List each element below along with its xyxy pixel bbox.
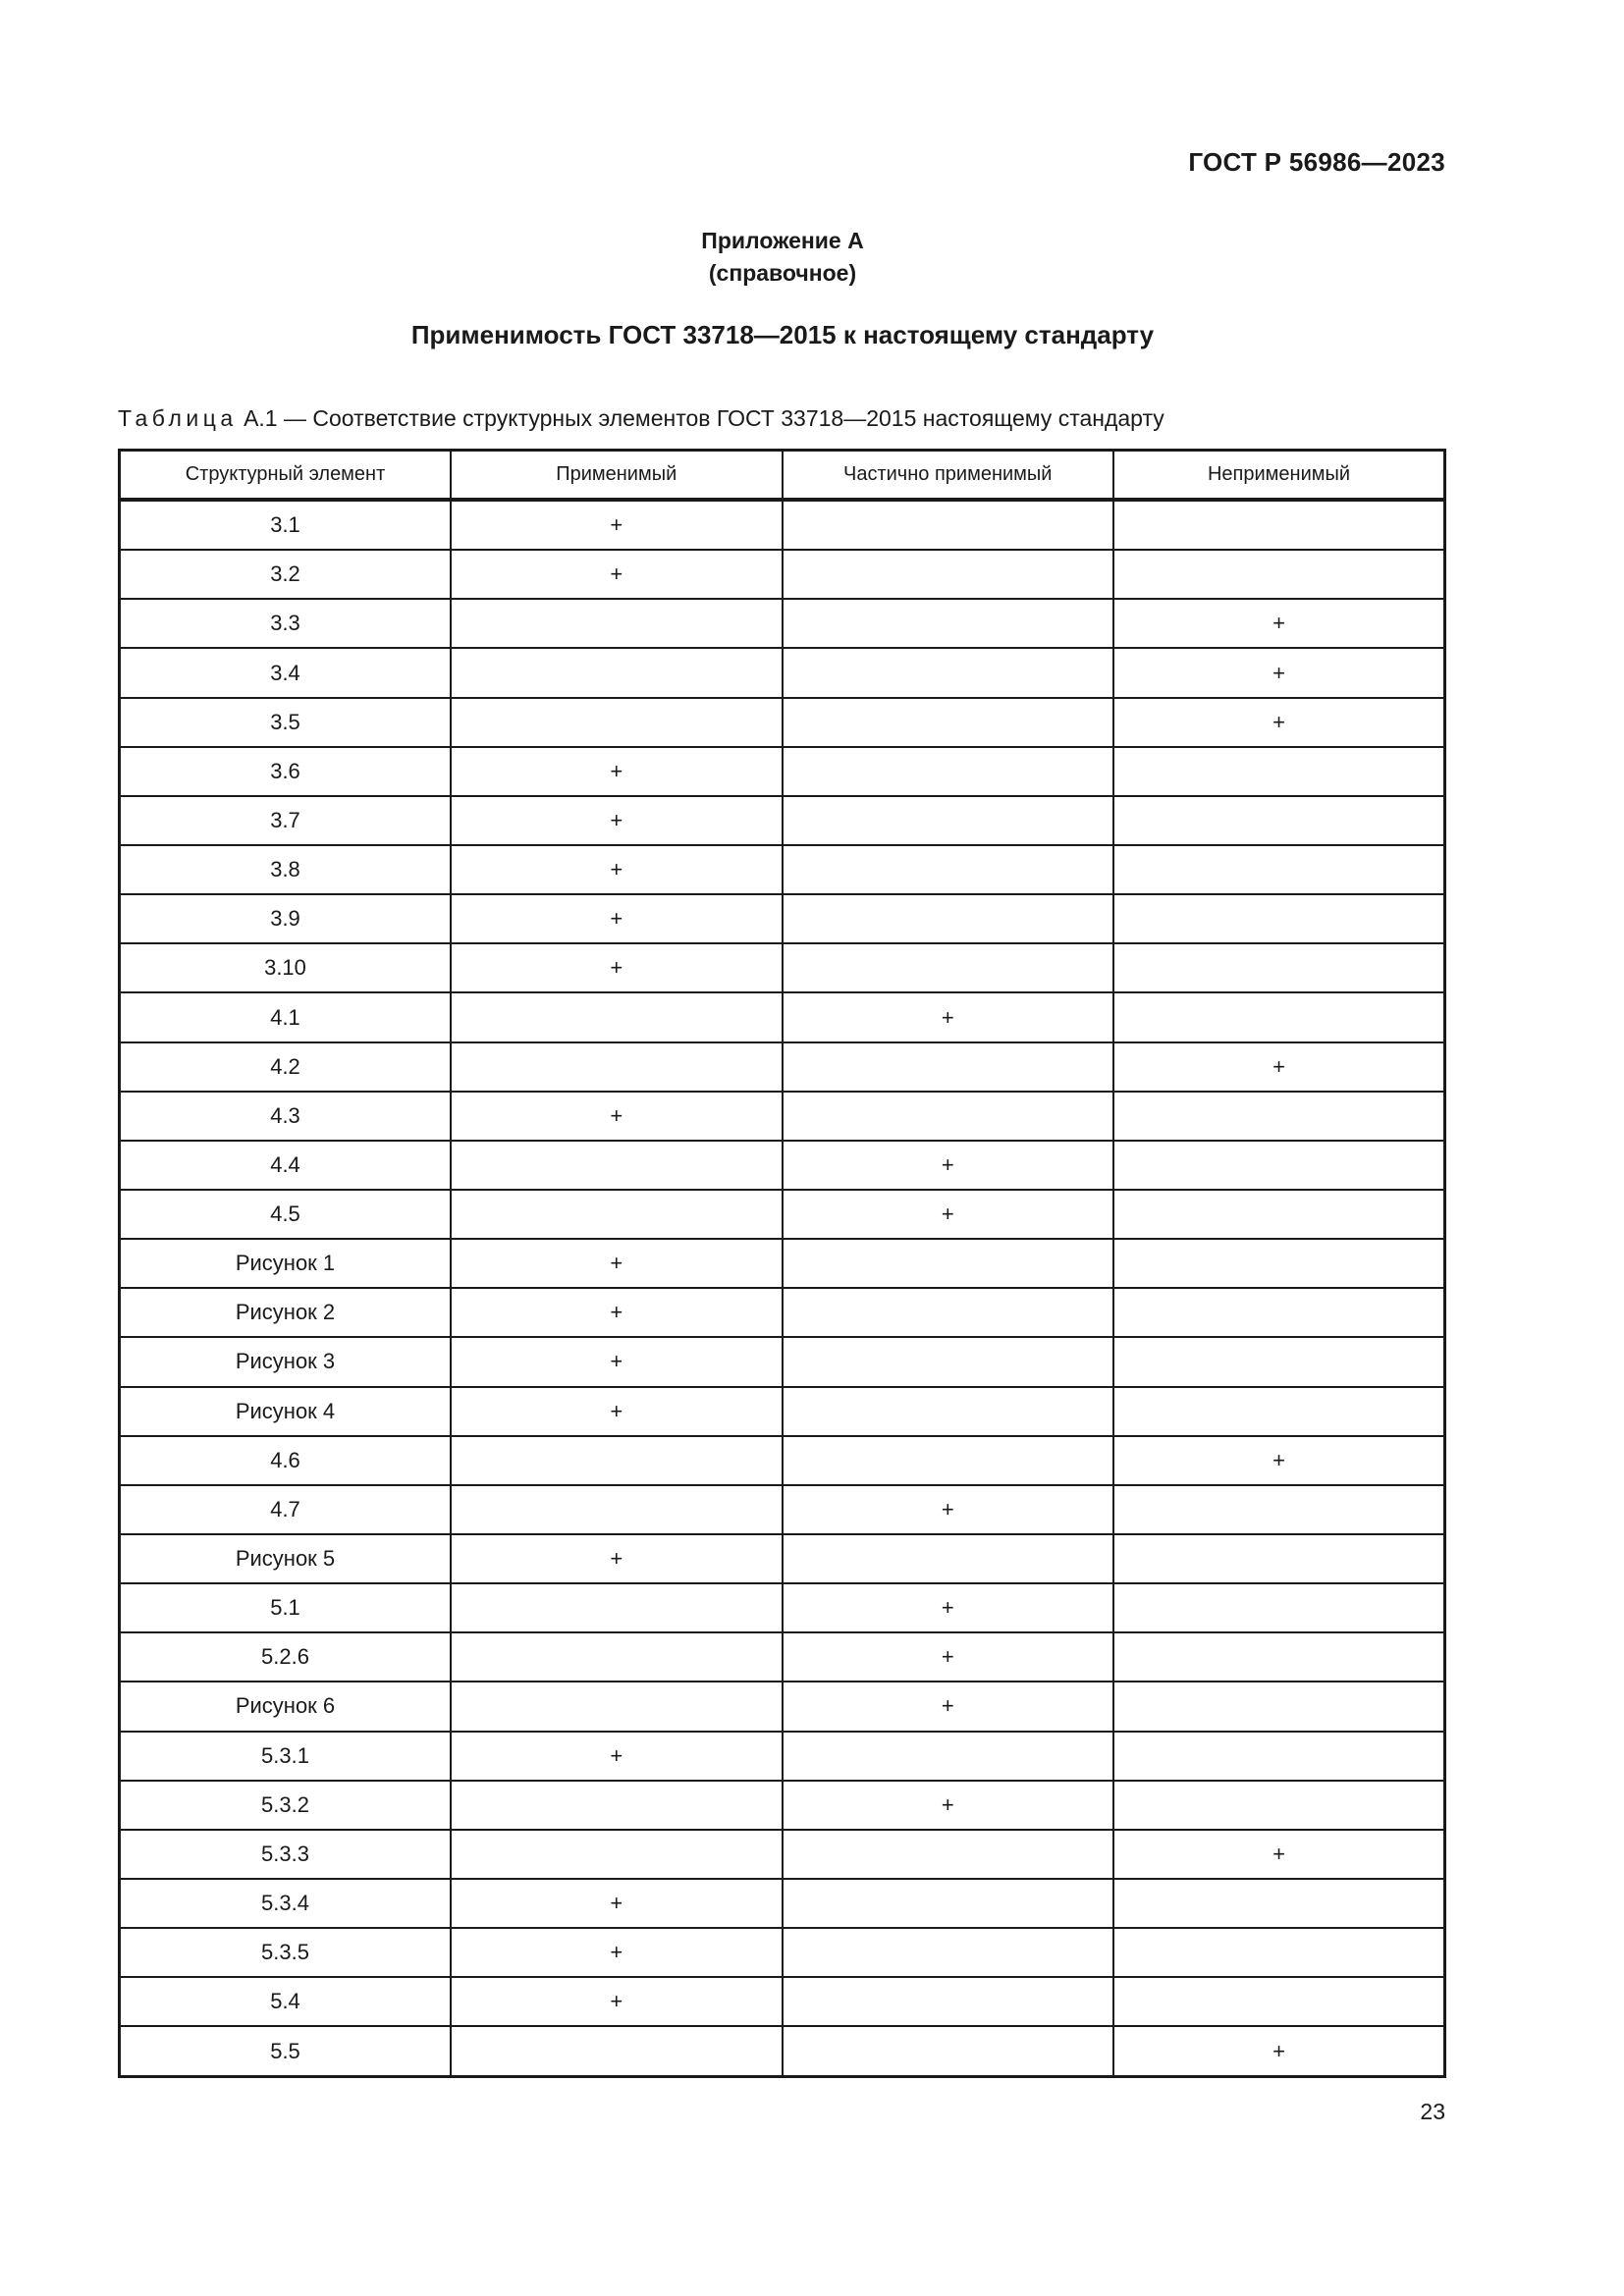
column-header: Частично применимый — [783, 451, 1114, 501]
table-cell: 5.5 — [120, 2026, 452, 2076]
table-row — [120, 599, 1445, 648]
table-cell: + — [451, 1239, 783, 1288]
table-cell — [783, 1830, 1114, 1879]
table-row — [120, 550, 1445, 599]
table-row — [120, 1190, 1445, 1239]
table-cell — [783, 500, 1114, 550]
table-caption-lead: Таблица — [118, 405, 238, 431]
table-row — [120, 1485, 1445, 1534]
table-cell — [1113, 845, 1445, 894]
table-cell: + — [783, 1583, 1114, 1632]
table-cell — [1113, 1879, 1445, 1928]
appendix-heading — [0, 225, 1565, 290]
table-cell — [1113, 1781, 1445, 1830]
table-header-row — [120, 451, 1445, 501]
table-cell — [783, 1092, 1114, 1141]
table-cell: 3.7 — [120, 796, 452, 845]
table-cell — [1113, 1485, 1445, 1534]
table-cell: + — [1113, 1436, 1445, 1485]
table-cell: 3.6 — [120, 747, 452, 796]
section-title: Применимость ГОСТ 33718—2015 к настоящему стандарту — [410, 320, 1155, 349]
table-cell: 3.4 — [120, 648, 452, 697]
table-cell — [1113, 747, 1445, 796]
table-cell — [451, 1141, 783, 1190]
table-row — [120, 1682, 1445, 1731]
table-cell — [783, 1288, 1114, 1337]
table-cell — [783, 550, 1114, 599]
table-cell — [1113, 1288, 1445, 1337]
table-cell: 3.10 — [120, 943, 452, 992]
table-cell — [451, 648, 783, 697]
table-cell — [783, 1732, 1114, 1781]
column-header: Структурный элемент — [120, 451, 452, 501]
table-cell — [451, 1830, 783, 1879]
table-cell — [1113, 992, 1445, 1041]
table-cell: + — [451, 1337, 783, 1386]
table-cell: Рисунок 2 — [120, 1288, 452, 1337]
table-cell — [783, 2026, 1114, 2076]
table-row — [120, 1239, 1445, 1288]
table-cell: 5.3.5 — [120, 1928, 452, 1977]
table-cell — [1113, 894, 1445, 943]
table-cell: + — [1113, 648, 1445, 697]
table-cell: + — [451, 943, 783, 992]
table-cell: 4.2 — [120, 1042, 452, 1092]
table-cell — [451, 698, 783, 747]
table-cell — [783, 648, 1114, 697]
table-cell: 5.3.4 — [120, 1879, 452, 1928]
table-cell — [451, 1190, 783, 1239]
table-row — [120, 943, 1445, 992]
table-row — [120, 992, 1445, 1041]
table-cell: Рисунок 1 — [120, 1239, 452, 1288]
table-cell — [451, 1583, 783, 1632]
table-row — [120, 1732, 1445, 1781]
table-row — [120, 1781, 1445, 1830]
table-cell: Рисунок 3 — [120, 1337, 452, 1386]
page-number: 23 — [1420, 2099, 1445, 2124]
table-cell — [783, 1337, 1114, 1386]
table-cell — [1113, 796, 1445, 845]
table-row — [120, 747, 1445, 796]
table-cell — [1113, 1732, 1445, 1781]
table-cell: + — [1113, 1042, 1445, 1092]
table-cell: + — [1113, 1830, 1445, 1879]
table-row — [120, 1830, 1445, 1879]
table-cell — [783, 1977, 1114, 2026]
table-cell — [451, 1632, 783, 1682]
table-cell: + — [783, 1632, 1114, 1682]
table-cell: + — [451, 1288, 783, 1337]
table-cell — [783, 599, 1114, 648]
table-cell — [783, 1928, 1114, 1977]
table-row — [120, 648, 1445, 697]
table-body — [120, 500, 1445, 2077]
table-row — [120, 845, 1445, 894]
table-cell: 5.4 — [120, 1977, 452, 2026]
table-cell — [1113, 1239, 1445, 1288]
table-cell — [783, 698, 1114, 747]
table-cell: 4.5 — [120, 1190, 452, 1239]
table-caption-text: А.1 — Соответствие структурных элементов ГОСТ 33718—2015 настоящему стандарту — [237, 405, 1164, 431]
table-row — [120, 1436, 1445, 1485]
table-row — [120, 1632, 1445, 1682]
table-cell: + — [451, 500, 783, 550]
table-cell — [1113, 1632, 1445, 1682]
table-cell: Рисунок 6 — [120, 1682, 452, 1731]
table-cell: 5.3.3 — [120, 1830, 452, 1879]
table-cell: + — [783, 1190, 1114, 1239]
table-row — [120, 1288, 1445, 1337]
table-cell — [1113, 1583, 1445, 1632]
table-cell — [1113, 1977, 1445, 2026]
table-cell: 5.3.1 — [120, 1732, 452, 1781]
table-cell: 3.9 — [120, 894, 452, 943]
table-cell — [451, 1485, 783, 1534]
appendix-title: Приложение А — [701, 228, 864, 253]
table-cell — [1113, 1092, 1445, 1141]
table-cell — [451, 1042, 783, 1092]
table-cell: + — [451, 1879, 783, 1928]
table-cell — [783, 1387, 1114, 1436]
table-cell — [783, 845, 1114, 894]
table-cell: 5.3.2 — [120, 1781, 452, 1830]
table-cell: + — [451, 845, 783, 894]
table-row — [120, 2026, 1445, 2076]
table-cell: + — [451, 894, 783, 943]
table-row — [120, 1879, 1445, 1928]
table-row — [120, 1092, 1445, 1141]
table-row — [120, 796, 1445, 845]
table-cell — [1113, 1337, 1445, 1386]
table-row — [120, 1042, 1445, 1092]
table-cell — [1113, 1141, 1445, 1190]
table-cell: + — [1113, 698, 1445, 747]
table-cell: + — [451, 1732, 783, 1781]
table-row — [120, 1977, 1445, 2026]
table-cell: + — [1113, 2026, 1445, 2076]
table-cell: 3.2 — [120, 550, 452, 599]
table-cell: + — [783, 1141, 1114, 1190]
table-row — [120, 1583, 1445, 1632]
table-cell — [783, 1534, 1114, 1583]
table-cell: + — [451, 550, 783, 599]
table-cell — [451, 992, 783, 1041]
table-cell — [1113, 500, 1445, 550]
column-header: Неприменимый — [1113, 451, 1445, 501]
table-cell: 4.1 — [120, 992, 452, 1041]
document-code: ГОСТ Р 56986—2023 — [1188, 147, 1445, 177]
table-cell: 4.4 — [120, 1141, 452, 1190]
table-cell: + — [451, 1928, 783, 1977]
table-cell: 4.6 — [120, 1436, 452, 1485]
table-cell: + — [451, 1534, 783, 1583]
table-cell: + — [451, 1387, 783, 1436]
table-cell: 3.8 — [120, 845, 452, 894]
table-cell — [783, 1436, 1114, 1485]
table-cell: + — [783, 1485, 1114, 1534]
table-cell — [783, 894, 1114, 943]
table-row — [120, 1387, 1445, 1436]
table-cell — [1113, 943, 1445, 992]
table-cell — [1113, 1534, 1445, 1583]
table-cell — [1113, 1387, 1445, 1436]
table-cell — [783, 1879, 1114, 1928]
table-cell — [1113, 1682, 1445, 1731]
table-cell: + — [451, 747, 783, 796]
table-cell: 5.1 — [120, 1583, 452, 1632]
applicability-table — [118, 449, 1446, 2078]
table-cell: + — [783, 1682, 1114, 1731]
table-cell — [783, 1239, 1114, 1288]
table-row — [120, 894, 1445, 943]
table-cell — [783, 943, 1114, 992]
table-row — [120, 1534, 1445, 1583]
table-cell — [451, 599, 783, 648]
table-cell: Рисунок 5 — [120, 1534, 452, 1583]
table-cell — [451, 1436, 783, 1485]
table-row — [120, 1337, 1445, 1386]
table-cell: + — [451, 1977, 783, 2026]
table-cell — [783, 796, 1114, 845]
table-cell: + — [783, 1781, 1114, 1830]
table-cell: + — [1113, 599, 1445, 648]
column-header: Применимый — [451, 451, 783, 501]
table-cell: 5.2.6 — [120, 1632, 452, 1682]
table-cell — [783, 1042, 1114, 1092]
table-cell — [1113, 1190, 1445, 1239]
table-cell — [451, 2026, 783, 2076]
table-cell: + — [783, 992, 1114, 1041]
table-row — [120, 698, 1445, 747]
table-cell — [451, 1781, 783, 1830]
table-cell: Рисунок 4 — [120, 1387, 452, 1436]
table-caption — [118, 405, 1164, 432]
table-cell — [783, 747, 1114, 796]
table-cell — [1113, 1928, 1445, 1977]
table-cell: + — [451, 796, 783, 845]
table-cell: 4.3 — [120, 1092, 452, 1141]
table-cell: 3.1 — [120, 500, 452, 550]
table-row — [120, 500, 1445, 550]
appendix-subtitle: (справочное) — [708, 260, 857, 286]
table-row — [120, 1928, 1445, 1977]
table-cell — [451, 1682, 783, 1731]
table-cell — [1113, 550, 1445, 599]
table-row — [120, 1141, 1445, 1190]
table-cell: + — [451, 1092, 783, 1141]
table-cell: 3.3 — [120, 599, 452, 648]
table-cell: 4.7 — [120, 1485, 452, 1534]
table-cell: 3.5 — [120, 698, 452, 747]
